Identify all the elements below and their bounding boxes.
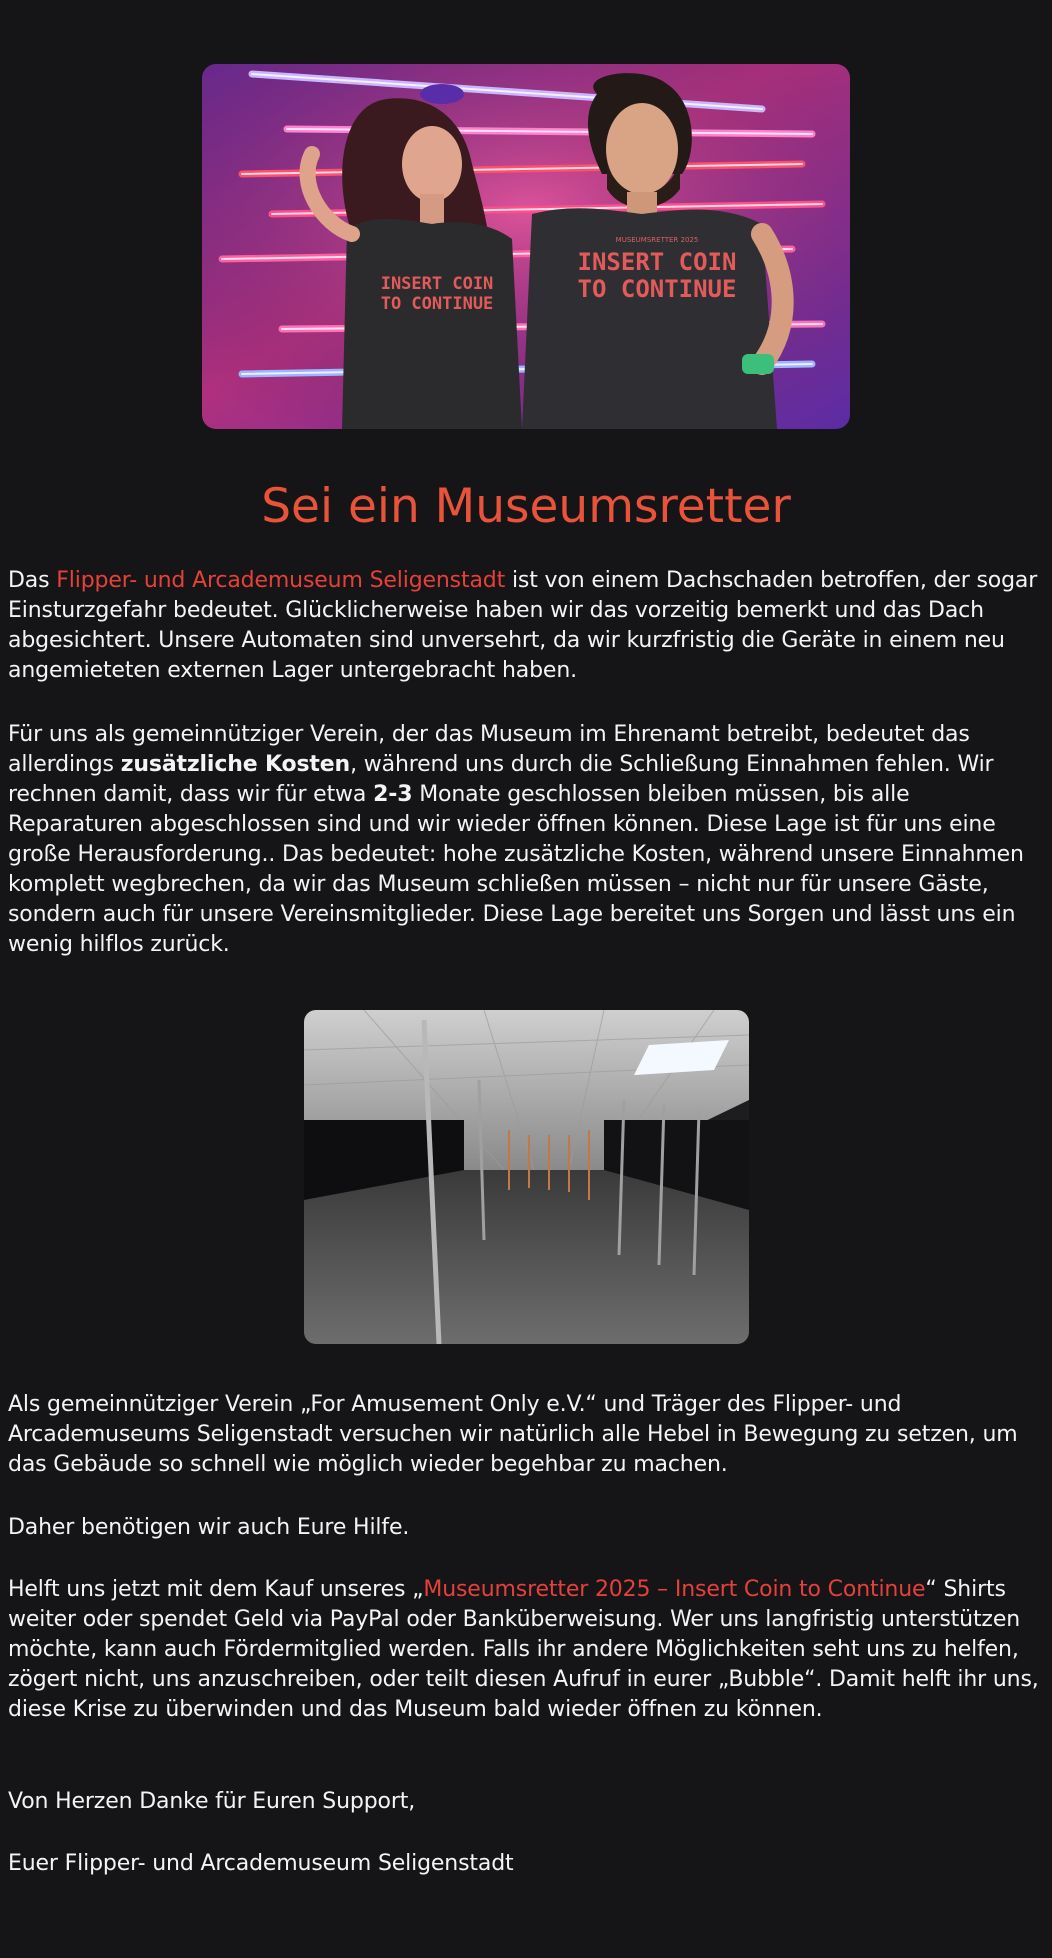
p2-text-c: Monate geschlossen bleiben müssen, bis alle Reparaturen abgeschlossen sind und wir wieder öffnen können. Diese Lage ist für uns eine große Herausforderung.. Das bedeutet: hohe zusätzliche Kosten, während unsere Einnahmen komplett wegbrechen, da wir das Museum schließen müssen – nicht nur für unsere Gäste, sondern auch für unsere Vereinsmitglieder. Diese Lage bereitet uns Sorgen und lässt uns ein wenig hilflos zurück. [8, 782, 1024, 957]
p2-text-b: , während uns durch die Schließung Einnahmen fehlen. Wir rechnen damit, dass wir für etwa [8, 752, 994, 807]
museum-hall-illustration [304, 1010, 749, 1344]
paragraph-intro [8, 566, 1044, 686]
hero-photo-illustration [202, 64, 850, 429]
p2-bold-costs: zusätzliche Kosten [120, 752, 351, 777]
man-shirt-top: MUSEUMSRETTER 2025 [615, 236, 699, 244]
hero-image [202, 64, 850, 429]
paragraph-association: Als gemeinnütziger Verein „For Amusement Only e.V.“ und Träger des Flipper- und Arcademuseums Seligenstadt versuchen wir natürlich alle Hebel in Bewegung zu setzen, um das Gebäude so schnell wie möglich wieder begehbar zu machen. [8, 1392, 1018, 1477]
p2-text-a: Für uns als gemeinnütziger Verein, der das Museum im Ehrenamt betreibt, bedeutet das allerdings [8, 722, 970, 777]
p1-text-a: Das [8, 568, 57, 593]
paragraph-help: Daher benötigen wir auch Eure Hilfe. [8, 1515, 410, 1540]
museum-hall-image [304, 1010, 749, 1344]
paragraph-signature: Euer Flipper- und Arcademuseum Seligenstadt [8, 1851, 514, 1876]
man-shirt-line1: INSERT COIN [577, 248, 737, 276]
p5-text-b: “ Shirts weiter oder spendet Geld via PayPal oder Banküberweisung. Wer uns langfristig unterstützen möchte, kann auch Fördermitglied werden. Falls ihr andere Möglichkeiten seht uns zu helfen, zögert nicht, uns anzuschreiben, oder teilt diesen Aufruf in eurer „Bubble“. Damit helft ihr uns, diese Krise zu überwinden und das Museum bald wieder öffnen zu können. [8, 1577, 1039, 1722]
woman-shirt-line2: TO CONTINUE [380, 294, 494, 314]
p5-text-a: Helft uns jetzt mit dem Kauf unseres „ [8, 1577, 424, 1602]
paragraph-thanks: Von Herzen Danke für Euren Support, [8, 1789, 416, 1814]
p1-text-b: ist von einem Dachschaden betroffen, der sogar Einsturzgefahr bedeutet. Glücklicherweise haben wir das vorzeitig bemerkt und das Dach abgesichtert. Unsere Automaten sind unversehrt, da wir kurzfristig die Geräte in einem neu angemieteten externen Lager untergebracht haben. [8, 568, 1038, 683]
woman-shirt-line1: INSERT COIN [380, 274, 494, 294]
paragraph-shirts [8, 1575, 1044, 1725]
shirt-link[interactable]: Museumsretter 2025 – Insert Coin to Continue [423, 1577, 926, 1602]
p2-bold-months: 2-3 [373, 782, 413, 807]
man-shirt-line2: TO CONTINUE [577, 275, 737, 303]
paragraph-costs [8, 720, 1044, 960]
museum-link[interactable]: Flipper- und Arcademuseum Seligenstadt [56, 568, 506, 593]
page-title: Sei ein Museumsretter [261, 479, 791, 534]
